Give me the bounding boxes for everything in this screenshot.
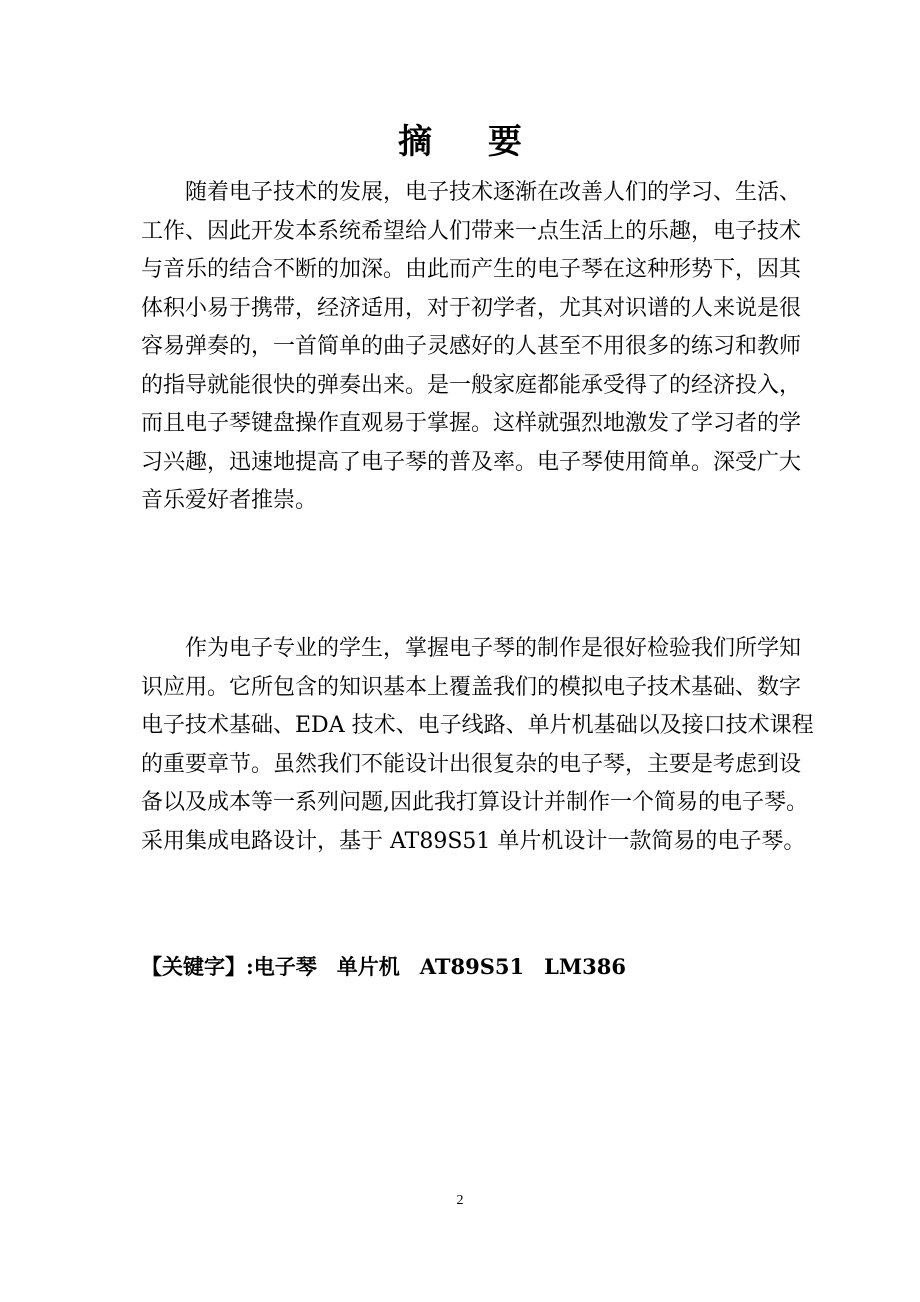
paragraph-line: 备以及成本等一系列问题,因此我打算设计并制作一个简易的电子琴。 [141,790,808,815]
paragraph-line: 体积小易于携带，经济适用，对于初学者，尤其对识谱的人来说是很 [141,295,802,321]
abstract-paragraph-1 [141,174,802,521]
keyword-item: 电子琴 [253,954,317,979]
page-title: 摘 要 [398,122,544,162]
paragraph-line: 的指导就能很快的弹奏出来。是一般家庭都能承受得了的经济投入， [141,372,802,398]
paragraph-line: 音乐爱好者推崇。 [141,488,318,513]
paragraph-line: 随着电子技术的发展，电子技术逐渐在改善人们的学习、生活、 [185,180,802,205]
paragraph-line: 工作、因此开发本系统希望给人们带来一点生活上的乐趣，电子技术 [141,218,802,244]
paragraph-line: 识应用。它所包含的知识基本上覆盖我们的模拟电子技术基础、数字 [141,674,802,700]
page-number: 2 [456,1193,464,1208]
keyword-item: AT89S51 [419,954,525,979]
paragraph-line: 作为电子专业的学生，掌握电子琴的制作是很好检验我们所学知 [185,636,802,661]
paragraph-line: 的重要章节。虽然我们不能设计出很复杂的电子琴，主要是考虑到设 [141,751,802,777]
keyword-item: 单片机 [336,954,400,979]
keyword-item: LM386 [544,954,627,979]
paragraph-line: 采用集成电路设计，基于 AT89S51 单片机设计一款简易的电子琴。 [141,828,806,854]
paragraph-line: 而且电子琴键盘操作直观易于掌握。这样就强烈地激发了学习者的学 [141,411,802,436]
paragraph-line: 电子技术基础、EDA 技术、电子线路、单片机基础以及接口技术课程 [141,713,814,738]
paragraph-line: 习兴趣，迅速地提高了电子琴的普及率。电子琴使用简单。深受广大 [141,449,802,475]
paragraph-line: 容易弹奏的，一首简单的曲子灵感好的人甚至不用很多的练习和教师 [141,334,802,359]
paragraph-line: 与音乐的结合不断的加深。由此而产生的电子琴在这种形势下，因其 [141,257,802,282]
abstract-paragraph-2 [141,630,814,861]
keywords-line [141,948,626,986]
keywords-label: 【关键字】: [141,954,254,979]
